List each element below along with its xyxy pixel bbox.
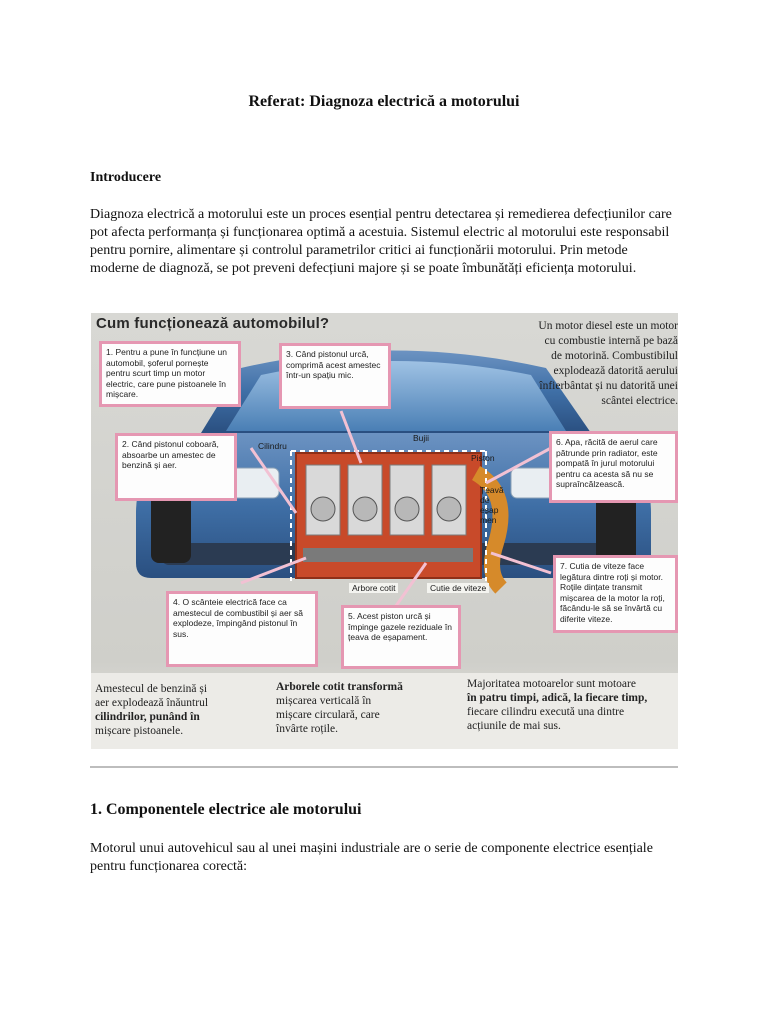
bottom-left-line: Amestecul de benzină și: [95, 683, 208, 695]
callout-6: 6. Apa, răcită de aerul care pătrunde prin radiator, este pompată în jurul motorului pentru ca acesta să nu se supraîncălzească.: [549, 431, 678, 503]
diesel-line: înfierbântat și nu datorită unei: [539, 380, 678, 392]
bottom-mid-line: mișcarea verticală în: [276, 695, 372, 707]
car-engine-figure: [91, 313, 678, 749]
bottom-left-line: mișcare pistoanele.: [95, 725, 184, 737]
bottom-right-line: Majoritatea motoarelor sunt motoare: [467, 678, 636, 690]
label-cutie-de-viteze: Cutie de viteze: [427, 583, 489, 593]
bottom-right-line: în patru timpi, adică, la fiecare timp,: [467, 692, 648, 704]
callout-2: 2. Când pistonul coboară, absoarbe un amestec de benzină și aer.: [115, 433, 237, 501]
bottom-right-line: fiecare cilindru execută una dintre: [467, 706, 625, 718]
bottom-left-line: cilindrilor, punând în: [95, 711, 200, 723]
section-1-paragraph: Motorul unui autovehicul sau al unei mașini industriale are o serie de componente electrice esențiale pentru funcționarea corectă:: [90, 841, 653, 874]
bottom-left-line: aer explodează înăuntrul: [95, 697, 209, 709]
bottom-middle-text: [276, 680, 461, 736]
label-de: de: [480, 495, 490, 505]
callout-1: 1. Pentru a pune în funcțiune un automobil, șoferul pornește pentru scurt timp un motor electric, care pune pistoanele în mișcare.: [99, 341, 241, 407]
callout-4: 4. O scânteie electrică face ca amestecul de combustibil și aer să explodeze, împingând pistonul în sus.: [166, 591, 318, 667]
bottom-mid-line: învârte roțile.: [276, 723, 338, 735]
section-1-heading: 1. Componentele electrice ale motorului: [90, 801, 362, 818]
diesel-line: Un motor diesel este un motor: [538, 320, 678, 332]
label-bujii: Bujii: [413, 433, 430, 443]
intro-paragraph: Diagnoza electrică a motorului este un proces esențial pentru detectarea și remedierea defecțiunilor care pot afecta performanța și funcționarea optimă a acestuia. Sistemul electric al motorului este responsabil pentru pornire, alimentare și controlul parametrilor critici ai funcționării motorului. Prin metode moderne de diagnoză, se pot preveni defecțiuni majore și se poate îmbunătăți eficiența motorului.: [90, 207, 672, 276]
bottom-right-line: acțiunile de mai sus.: [467, 720, 561, 732]
label-piston: Piston: [471, 453, 495, 463]
label-men: men: [480, 515, 497, 525]
diesel-line: scântei electrice.: [601, 395, 678, 407]
figure-title: Cum funcționează automobilul?: [96, 315, 330, 332]
bottom-mid-line: Arborele cotit transformă: [276, 681, 403, 693]
diesel-note: [498, 319, 678, 409]
diesel-line: cu combustie internă pe bază: [544, 335, 678, 347]
callout-5: 5. Acest piston urcă și împinge gazele reziduale în țeava de eșapament.: [341, 605, 461, 669]
callout-7: 7. Cutia de viteze face legătura dintre roți și motor. Roțile dințate transmit mișcarea de la motor la roți, făcându-le să se învârtă cu diferite viteze.: [553, 555, 678, 633]
bottom-left-text: [95, 682, 260, 738]
diesel-line: de motorină. Combustibilul: [551, 350, 678, 362]
diesel-line: explodează datorită aerului: [553, 365, 678, 377]
document-title: Referat: Diagnoza electrică a motorului: [248, 93, 520, 110]
bottom-right-text: [467, 677, 677, 733]
bottom-mid-line: mișcare circulară, care: [276, 709, 380, 721]
label-teava: Țeavă: [480, 485, 504, 495]
callout-3: 3. Când pistonul urcă, comprimă acest amestec într-un spațiu mic.: [279, 343, 391, 409]
label-cilindru: Cilindru: [258, 441, 287, 451]
intro-heading: Introducere: [90, 170, 162, 185]
label-esap: eșap: [480, 505, 499, 515]
horizontal-divider: [90, 766, 678, 768]
label-arbore-cotit: Arbore cotit: [349, 583, 398, 593]
